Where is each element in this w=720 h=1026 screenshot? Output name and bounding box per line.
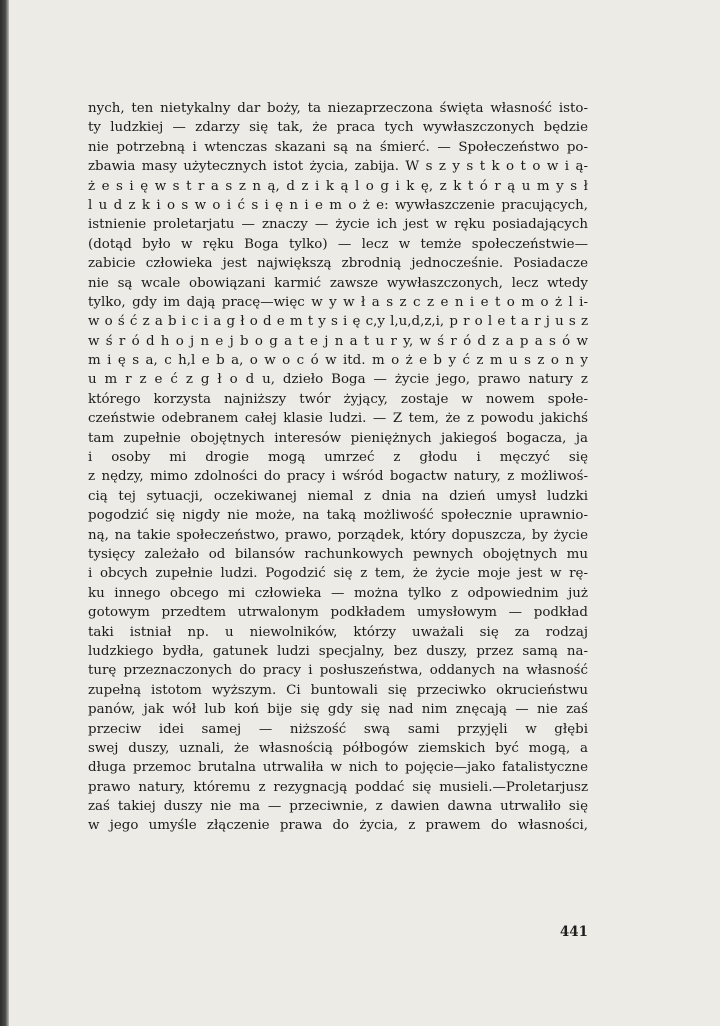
text-line: istnienie proletarjatu — znaczy — życie ich jest w ręku posiadających [88, 217, 588, 233]
text-line: swej duszy, uznali, że własnością półbogów ziemskich być mogą, a [88, 740, 588, 756]
text-line: którego korzysta najniższy twór żyjący, zostaje w nowem społe- [88, 391, 588, 407]
text-line: tysięcy zależało od bilansów rachunkowych pewnych obojętnych mu [88, 546, 588, 562]
text-line: ż e s i ę w s t r a s z n ą, d z i k ą l o g i k ę, z k t ó r ą u m y s ł [88, 178, 588, 194]
text-line: zaś takiej duszy nie ma — przeciwnie, z dawien dawna utrwaliło się [88, 799, 588, 815]
text-line: w ś r ó d h o j n e j b o g a t e j n a t u r y, w ś r ó d z a p a s ó w [88, 333, 588, 349]
text-line: i obcych zupełnie ludzi. Pogodzić się z tem, że życie moje jest w rę- [88, 566, 588, 582]
text-line: u m r z e ć z g ł o d u, dzieło Boga — życie jego, prawo natury z [88, 372, 588, 388]
text-line: nie potrzebną i wtenczas skazani są na śmierć. — Społeczeństwo po- [88, 139, 588, 155]
text-line: panów, jak wół lub koń bije się gdy się nad nim znęcają — nie zaś [88, 702, 588, 718]
text-line: tam zupełnie obojętnych interesów pieniężnych jakiegoś bogacza, ja [88, 430, 588, 446]
text-line: ludzkiego bydła, gatunek ludzi specjalny, bez duszy, przez samą na- [88, 643, 588, 659]
text-line: prawo natury, któremu z rezygnacją poddać się musieli.—Proletarjusz [88, 779, 588, 795]
text-line: nie są wcale obowiązani karmić zawsze wywłaszczonych, lecz wtedy [88, 275, 588, 291]
text-line: taki istniał np. u niewolników, którzy uważali się za rodzaj [88, 624, 588, 640]
text-line: zabicie człowieka jest największą zbrodnią jednocześnie. Posiadacze [88, 256, 588, 272]
text-line: l u d z k i o s w o i ć s i ę n i e m o ż e: wywłaszczenie pracujących, [88, 197, 588, 213]
text-line: nych, ten nietykalny dar boży, ta niezaprzeczona święta własność isto- [88, 101, 588, 116]
text-line: zbawia masy użytecznych istot życia, zabija. W s z y s t k o t o w i ą- [88, 159, 588, 175]
text-line: w jego umyśle złączenie prawa do życia, z prawem do własności, [88, 818, 588, 834]
text-line: ku innego obcego mi człowieka — można tylko z odpowiednim już [88, 585, 588, 601]
book-spine-shadow [0, 0, 9, 1026]
page-number: 441 [559, 924, 588, 940]
text-line: z nędzy, mimo zdolności do pracy i wśród bogactw natury, z możliwoś- [88, 469, 588, 485]
text-line: czeństwie odebranem całej klasie ludzi. — Z tem, że z powodu jakichś [88, 411, 588, 427]
text-line: cią tej sytuacji, oczekiwanej niemal z dnia na dzień umysł ludzki [88, 488, 588, 504]
text-line: przeciw idei samej — niższość swą sami przyjęli w głębi [88, 721, 588, 737]
text-line: długa przemoc brutalna utrwaliła w nich to pojęcie—jako fatalistyczne [88, 760, 588, 776]
text-line: tylko, gdy im dają pracę—więc w y w ł a s z c z e n i e t o m o ż l i- [88, 294, 588, 310]
text-line: pogodzić się nigdy nie może, na taką możliwość społecznie uprawnio- [88, 508, 588, 524]
text-line: (dotąd było w ręku Boga tylko) — lecz w temże społeczeństwie— [88, 236, 588, 252]
text-line: zupełną istotom wyższym. Ci buntowali się przeciwko okrucieństwu [88, 682, 588, 698]
text-line: m i ę s a, c h,l e b a, o w o c ó w itd. m o ż e b y ć z m u s z o n y [88, 353, 588, 369]
text-line: turę przeznaczonych do pracy i posłuszeństwa, oddanych na własność [88, 663, 588, 679]
text-line: i osoby mi drogie mogą umrzeć z głodu i męczyć się [88, 450, 588, 466]
body-text [88, 99, 588, 836]
text-line: gotowym przedtem utrwalonym podkładem umysłowym — podkład [88, 605, 588, 621]
text-line: ną, na takie społeczeństwo, prawo, porządek, który dopuszcza, by życie [88, 527, 588, 543]
text-line: ty ludzkiej — zdarzy się tak, że praca tych wywłaszczonych będzie [88, 120, 588, 136]
text-line: w o ś ć z a b i c i a g ł o d e m t y s i ę c,y l,u,d,z,i, p r o l e t a r j u s z [88, 314, 588, 330]
